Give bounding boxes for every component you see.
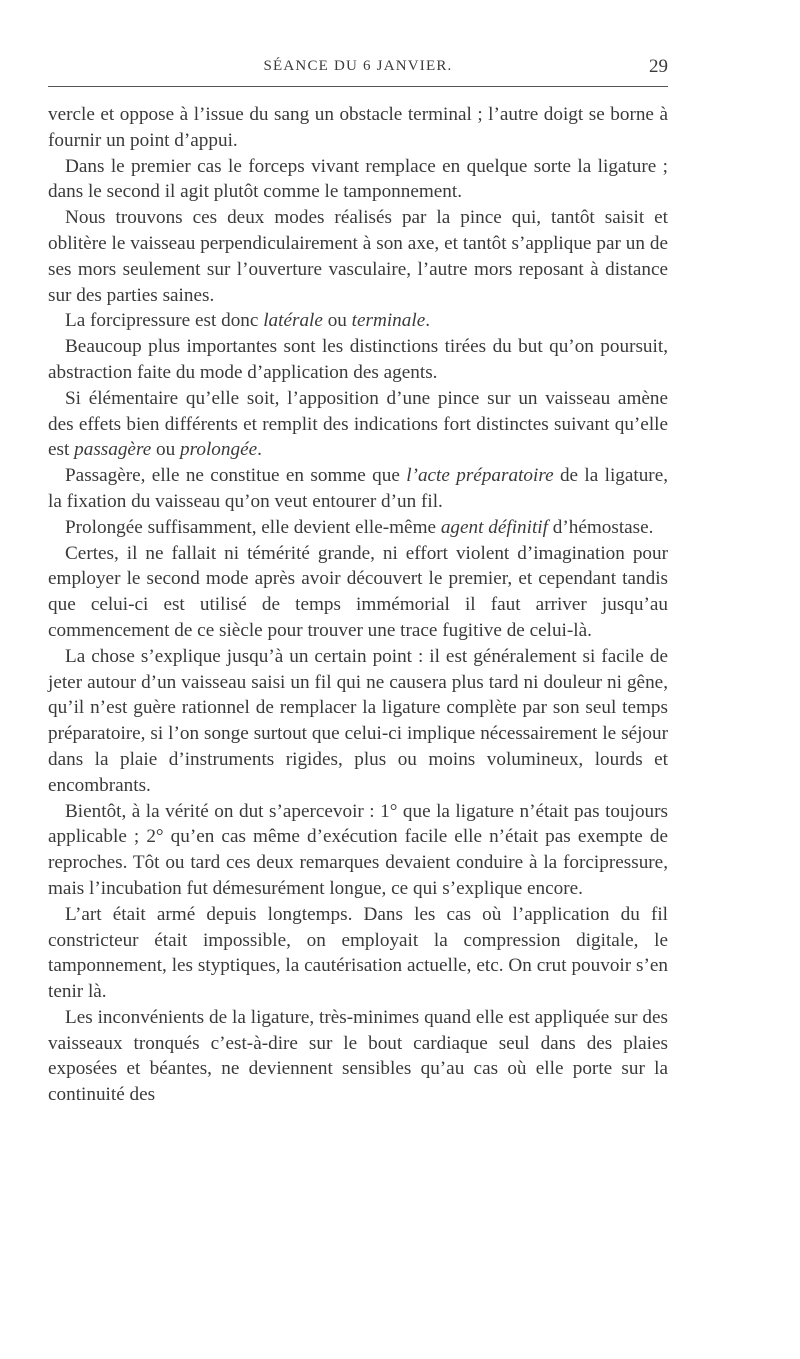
italic-prolongee: prolongée <box>180 439 258 461</box>
paragraph-1: vercle et oppose à l’issue du sang un obstacle terminal ; l’autre doigt se borne à fournir un point d’appui. <box>48 104 668 151</box>
italic-agent-definitif: agent définitif <box>440 516 548 538</box>
paragraph-8-text: d’hémostase. <box>547 516 654 538</box>
paragraph-13: Les inconvénients de la ligature, très-minimes quand elle est appliquée sur des vaisseaux tronqués c’est-à-dire sur le bout cardiaque seul dans des plaies exposées et béantes, ne deviennent sensibles qu’au cas où elle porte sur la continuité des <box>48 1006 668 1106</box>
paragraph-3: Nous trouvons ces deux modes réalisés par la pince qui, tantôt saisit et oblitère le vaisseau perpendiculairement à son axe, et tantôt s’applique par un de ses mors seulement sur l’ouverture vasculaire, l’autre mors reposant à distance sur des parties saines. <box>48 207 668 306</box>
italic-passagere: passagère <box>74 439 152 461</box>
paragraph-2: Dans le premier cas le forceps vivant remplace en quelque sorte la ligature ; dans le second il agit plutôt comme le tamponnement. <box>48 155 668 203</box>
paragraph-4-text: ou <box>322 310 352 332</box>
paragraph-6-text: Si élémentaire qu’elle soit, l’apposition d’une pince sur un vaisseau amène des effets bien différents et remplit des indications fort distinctes suivant qu’elle est <box>48 387 668 461</box>
paragraph-4-text: . <box>425 310 431 332</box>
paragraph-8 <box>48 515 668 541</box>
italic-acte-preparatoire: l’acte préparatoire <box>406 465 554 487</box>
page-number: 29 <box>649 56 668 77</box>
paragraph-8-text: Prolongée suffisamment, elle devient elle-même <box>65 516 441 538</box>
document-page <box>48 56 668 1108</box>
paragraph-7 <box>48 463 668 515</box>
paragraph-10: La chose s’explique jusqu’à un certain point : il est généralement si facile de jeter autour d’un vaisseau saisi un fil qui ne causera plus tard ni douleur ni gêne, qu’il n’est guère rationnel de remplacer la ligature complète par son seul temps préparatoire, si l’on songe surtout que celui-ci implique nécessairement le séjour dans la plaie d’instruments rigides, plus ou moins volumineux, lourds et encombrants. <box>48 645 668 796</box>
paragraph-6-text: ou <box>151 439 181 461</box>
paragraph-6 <box>48 386 668 463</box>
paragraph-6-text: . <box>257 439 262 461</box>
paragraph-4-text: La forcipressure est donc <box>65 310 264 332</box>
paragraph-7-text: Passagère, elle ne constitue en somme que <box>65 465 407 487</box>
body-text <box>48 102 668 1108</box>
paragraph-12: L’art était armé depuis longtemps. Dans les cas où l’application du fil constricteur était impossible, on employait la compression digitale, le tamponnement, les styptiques, la cautérisation actuelle, etc. On crut pouvoir s’en tenir là. <box>48 903 668 1003</box>
paragraph-5: Beaucoup plus importantes sont les distinctions tirées du but qu’on poursuit, abstraction faite du mode d’application des agents. <box>48 336 668 383</box>
paragraph-9: Certes, il ne fallait ni témérité grande, ni effort violent d’imagination pour employer le second mode après avoir découvert le premier, et cependant tandis que celui-ci est utilisé de temps immémorial il faut arriver jusqu’au commencement de ce siècle pour trouver une trace fugitive de celui-là. <box>48 542 668 641</box>
italic-terminale: terminale <box>351 310 426 332</box>
running-header <box>48 56 668 87</box>
italic-laterale: latérale <box>263 310 323 332</box>
paragraph-11: Bientôt, à la vérité on dut s’apercevoir : 1° que la ligature n’était pas toujours applicable ; 2° qu’en cas même d’exécution facile elle n’était pas exempte de reproches. Tôt ou tard ces deux remarques devaient conduire à la forcipressure, mais l’incubation fut démesurément longue, ce qui s’explique encore. <box>48 800 668 899</box>
paragraph-4 <box>48 308 668 334</box>
running-title: SÉANCE DU 6 JANVIER. <box>263 58 453 74</box>
paragraph-7-text: de la ligature, la fixation du vaisseau qu’on veut entourer d’un fil. <box>48 465 669 512</box>
